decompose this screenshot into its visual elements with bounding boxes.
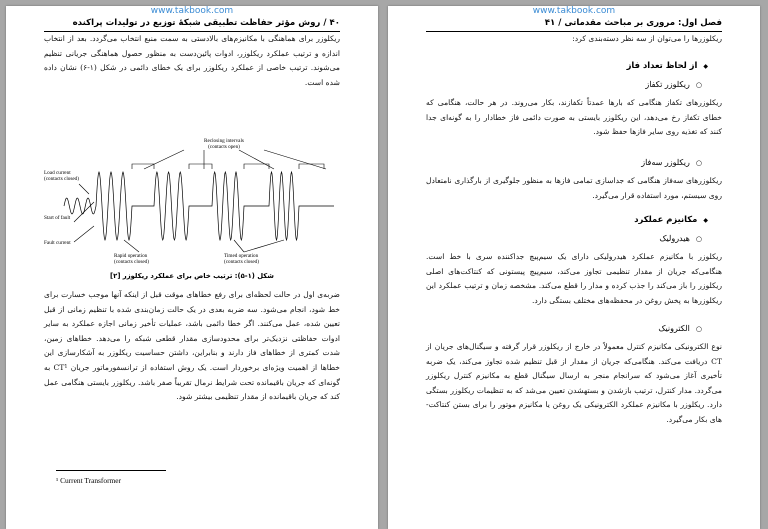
hydraulic-paragraph: ریکلوزر با مکانیزم عملکرد هیدرولیکی دارای یک سیم‌پیچ جداکننده سری با خط است. هنگامی‌که جریان از مقدار تنظیمی تجاوز می‌کند، سیم‌پیچ پیستونی که کنتاکت‌های اصلی ریکلوزر را باز می‌کند را جذب کرده و مدار را قطع می‌کند. مشخصه زمان و ترتیب عملکرد این ریکلوزرها به پخش روغن در محفظه‌های مختلف بستگی دارد. [426,252,722,305]
subhead-hydraulic: ○ هیدرولیک [426,234,702,243]
page-41 [388,6,760,529]
footnote: ¹ Current Transformer [56,476,122,485]
subhead-single-phase: ○ ریکلوزر تکفاز [426,80,702,89]
label-reclosing-sub: (contacts open) [208,144,240,150]
heading-mechanism: ◆ مکانیزم عملکرد [426,214,708,224]
label-rapid-sub: (contacts closed) [114,259,150,265]
subhead-electronic: ○ الکترونیک [426,324,702,333]
watermark: www.takbook.com [150,6,234,16]
figure-caption: شکل (۱-۵): ترتیب خاص برای عملکرد ریکلوزر [۲] [110,272,274,280]
page-header: ۴۰ / روش مؤثر حفاظت تطبیقی شبکهٔ توزیع در تولیدات پراکنده [44,18,340,32]
label-timed: Timed operation [224,253,259,259]
footnote-divider [56,470,166,471]
electronic-paragraph: نوع الکترونیکی مکانیزم کنترل معمولاً در خارج از ریکلوزر قرار گرفته و سیگنال‌های جریان از CT دریافت می‌کند. هنگامی‌که جریان از مقدار از قبل تنظیم شده تجاوز می‌کند، یک ضربه تأخیری آغاز می‌شود که سرانجام منجر به ارسال سیگنال قطع به مکانیزم کنترل ریکلوزر می‌گردد. مدار کنترل، ترتیب بازشدن و بستهشدن تعیین می‌شد که به تنظیمات ریکلوزر بستگی دارد. ریکلوزر با مکانیزم عملکرد الکترونیکی یک روغن یا مکانیزم موتور را برای بستن کنتاکت-های بکار می‌گیرد. [426,342,722,424]
single-phase-paragraph: ریکلوزرهای تکفاز هنگامی که بارها عمدتاً تکفازند، بکار می‌روند. در هر حالت، هنگامی که خطای تکفاز رخ می‌دهد، این ریکلوزر بایستی به صورت دائمی فاز خطادار را به گونه‌ای جدا کنند که تغذیه روی سایر فازها حفظ شود. [426,98,722,137]
label-rapid: Rapid operation [114,253,148,259]
intro-line: ریکلوزرها را می‌توان از سه نظر دسته‌بندی کرد: [572,34,722,43]
label-start-fault: Start of fault [44,215,71,221]
subhead-three-phase: ○ ریکلوزر سه‌فاز [426,158,702,167]
watermark: www.takbook.com [532,6,616,16]
intro-paragraph: ریکلوزر برای هماهنگی با مکانیزم‌های بالادستی به سمت منبع انتخاب می‌گردد. بعد از انتخاب اندازه و ترتیب عملکرد ریکلوزر، ادوات پائین‌دست به منظور حصول هماهنگی جریانی تنظیم می‌شوند. ترتیب خاصی از عملکرد ریکلوزر برای یک خطای دائمی در شکل (۱-۶) نشان داده شده است. [44,34,340,87]
label-load-current: Load current [44,170,71,176]
label-load-current-sub: (contacts closed) [44,176,80,182]
label-timed-sub: (contacts closed) [224,259,260,265]
page-40 [6,6,378,529]
heading-phase-count: ◆ از لحاظ تعداد فاز [426,60,708,70]
three-phase-paragraph: ریکلوزرهای سه‌فاز هنگامی که جداسازی تمامی فازها به منظور جلوگیری از بارگذاری نامتعادل روی سیستم، مورد استفاده قرار می‌گیرد. [426,176,722,200]
label-reclosing: Reclosing intervals [204,138,244,144]
page-header: فصل اول: مروری بر مباحث مقدماتی / ۴۱ [426,18,722,32]
recloser-operation-figure [34,134,354,269]
waveform-diagram [34,134,354,269]
fault-paragraph: ضربه‌ی اول در حالت لحظه‌ای برای رفع خطاهای موقت قبل از اینکه آنها موجب خسارت برای خط شود، انجام می‌شود. سه ضربه بعدی در یک حالت زمان‌بندی شده با تنظیم زمانی از قبل تعیین شده، عمل می‌کنند. اگر خطا دائمی باشد، عملیات تأخیر زمانی اجازه عملکرد به سایر ادوات حفاظتی نزدیک‌تر برای محدودسازی مقدار قطعی شبکه را می‌دهد. خطاهای زمین، شدت کمتری از خطاهای فاز دارند و بنابراین، داشتن حساسیت ریکلوزر به آشکارسازی این خطاها از اهمیت ویژه‌ای برخوردار است. یک روش استفاده از ترانسفورماتور جریان CT¹ به گونه‌ای که جریان باقیمانده تحت شرایط نرمال تقریباً صفر باشد. ریکلوزر بایستی هنگامی عمل کند که جریان باقیمانده از مقدار تنظیمی بیشتر شود. [44,290,340,402]
label-fault-current: Fault current [44,240,71,246]
